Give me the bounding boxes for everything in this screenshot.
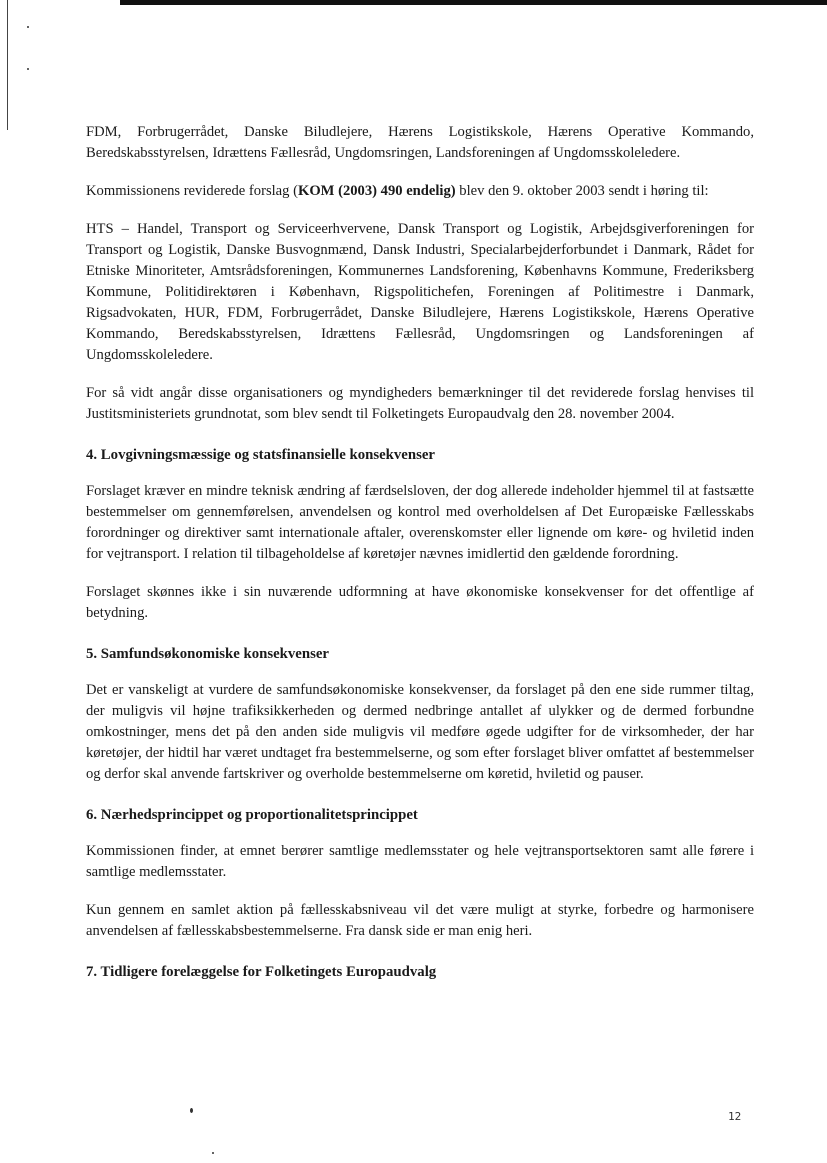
- paragraph-grundnotat: For så vidt angår disse organisationers og myndigheders bemærkninger til det reviderede forslag henvises til Justitsministeriets grundnotat, som blev sendt til Folketingets Europaudvalg den 28. november 2004.: [86, 385, 754, 422]
- section-4-heading: 4. Lovgivningsmæssige og statsfinansielle konsekvenser: [86, 447, 435, 463]
- scan-speck: [190, 1108, 193, 1113]
- scan-speck: [212, 1152, 214, 1154]
- hearing-intro-text: Kommissionens reviderede forslag (: [86, 183, 298, 199]
- paragraph-hearing-intro: [86, 181, 754, 202]
- section-7-heading: 7. Tidligere forelæggelse for Folketingets Europaudvalg: [86, 964, 437, 980]
- document-reference: KOM (2003) 490 endelig): [297, 183, 456, 199]
- section-6-paragraph-1: Kommissionen finder, at emnet berører samtlige medlemsstater og hele vejtransportsektoren samt alle førere i samtlige medlemsstater.: [86, 843, 754, 880]
- scan-speck: [27, 68, 29, 70]
- scan-edge-top: [120, 0, 827, 5]
- page-number: 12: [728, 1110, 742, 1123]
- section-5-paragraph-1: Det er vanskeligt at vurdere de samfundsøkonomiske konsekvenser, da forslaget på den ene side rummer tiltag, der muligvis vil højne trafiksikkerheden og dermed nedbringe antallet af ulykker og de dermed forbundne omkostninger, mens det på den anden side muligvis vil medføre øgede udgifter for de virksomheder, der har køretøjer, der hidtil har været undtaget fra bestemmelserne, og som efter forslaget bliver omfattet af bestemmelser og derfor skal anvende fartskriver og overholde bestemmelserne om køretid, hviletid og pauser.: [86, 682, 754, 782]
- paragraph-consultees-end: FDM, Forbrugerrådet, Danske Biludlejere, Hærens Logistikskole, Hærens Operative Kommando, Beredskabsstyrelsen, Idrættens Fællesråd, Ungdomsringen, Landsforeningen af Ungdomsskoleledere.: [86, 124, 754, 161]
- section-6-paragraph-2: Kun gennem en samlet aktion på fællesskabsniveau vil det være muligt at styrke, forbedre og harmonisere anvendelsen af fællesskabsbestemmelserne. Fra dansk side er man enig heri.: [86, 902, 754, 939]
- document-page: [86, 122, 754, 998]
- section-5-heading: 5. Samfundsøkonomiske konsekvenser: [86, 646, 329, 662]
- scan-speck: [27, 26, 29, 28]
- section-6-heading: 6. Nærhedsprincippet og proportionalitetsprincippet: [86, 807, 418, 823]
- section-4-paragraph-1: Forslaget kræver en mindre teknisk ændring af færdselsloven, der dog allerede indeholder hjemmel til at fastsætte bestemmelser om gennemførelsen, anvendelsen og kontrol med overholdelsen af Det Europæiske Fællesskabs forordninger og direktiver samt internationale aftaler, overenskomster eller lignende om køre- og hviletid inden for vejtransport. I relation til tilbageholdelse af køretøjer nævnes imidlertid den gældende forordning.: [86, 483, 754, 562]
- section-4-paragraph-2: Forslaget skønnes ikke i sin nuværende udformning at have økonomiske konsekvenser for det offentlige af betydning.: [86, 584, 754, 621]
- scan-edge-left: [7, 0, 8, 130]
- hearing-intro-date: blev den 9. oktober 2003 sendt i høring til:: [455, 183, 709, 199]
- paragraph-hearing-list: HTS – Handel, Transport og Serviceerhvervene, Dansk Transport og Logistik, Arbejdsgiverforeningen for Transport og Logistik, Danske Busvognmænd, Dansk Industri, Specialarbejderforbundet i Danmark, Rådet for Etniske Minoriteter, Amtsrådsforeningen, Kommunernes Landsforening, Københavns Kommune, Frederiksberg Kommune, Politidirektøren i København, Rigspolitichefen, Foreningen af Politimestre i Danmark, Rigsadvokaten, HUR, FDM, Forbrugerrådet, Danske Biludlejere, Hærens Logistikskole, Hærens Operative Kommando, Beredskabsstyrelsen, Idrættens Fællesråd, Ungdomsringen og Landsforeningen af Ungdomsskoleledere.: [86, 221, 754, 363]
